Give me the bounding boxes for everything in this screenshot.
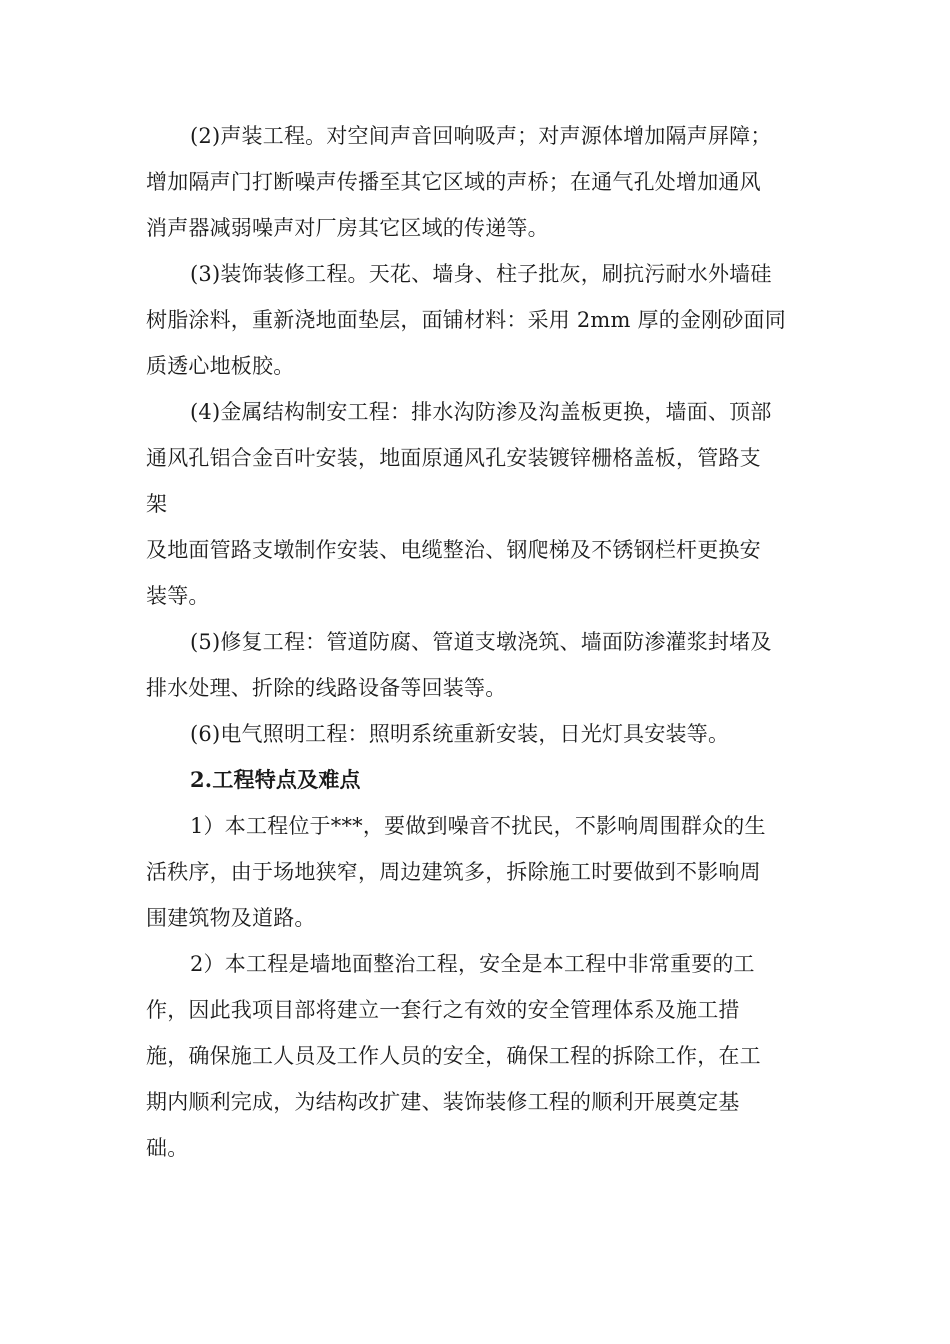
paragraph-line: 及地面管路支墩制作安装、电缆整治、钢爬梯及不锈钢栏杆更换安: [146, 538, 761, 562]
section-heading: 2.工程特点及难点: [190, 767, 361, 792]
paragraph-line: 排水处理、折除的线路设备等回装等。: [146, 676, 507, 700]
paragraph-line: 架: [146, 492, 168, 516]
paragraph-line: (5)修复工程：管道防腐、管道支墩浇筑、墙面防渗灌浆封堵及: [190, 630, 772, 654]
paragraph-line: 作，因此我项目部将建立一套行之有效的安全管理体系及施工措: [146, 998, 740, 1022]
paragraph-line: 树脂涂料，重新浇地面垫层，面铺材料：采用 2mm 厚的金刚砂面同: [146, 308, 786, 332]
paragraph-line: (6)电气照明工程：照明系统重新安装，日光灯具安装等。: [190, 722, 730, 746]
paragraph-line: 消声器减弱噪声对厂房其它区域的传递等。: [146, 216, 549, 240]
paragraph-line: 装等。: [146, 584, 210, 608]
paragraph-line: 期内顺利完成，为结构改扩建、装饰装修工程的顺利开展奠定基: [146, 1090, 740, 1114]
paragraph-line: 活秩序，由于场地狭窄，周边建筑多，拆除施工时要做到不影响周: [146, 860, 761, 884]
paragraph-line: 质透心地板胶。: [146, 354, 295, 378]
paragraph-line: 2）本工程是墙地面整治工程，安全是本工程中非常重要的工: [190, 952, 755, 976]
paragraph-line: (4)金属结构制安工程：排水沟防渗及沟盖板更换，墙面、顶部: [190, 400, 772, 424]
document-body: [146, 113, 806, 1171]
paragraph-line: 增加隔声门打断噪声传播至其它区域的声桥；在通气孔处增加通风: [146, 170, 761, 194]
paragraph-line: 础。: [146, 1136, 189, 1160]
paragraph-line: (3)装饰装修工程。天花、墙身、柱子批灰，刷抗污耐水外墙硅: [190, 262, 772, 286]
paragraph-line: 围建筑物及道路。: [146, 906, 316, 930]
paragraph-line: 1）本工程位于***，要做到噪音不扰民，不影响周围群众的生: [190, 814, 766, 838]
paragraph-line: 通风孔铝合金百叶安装，地面原通风孔安装镀锌栅格盖板，管路支: [146, 446, 761, 470]
paragraph-line: (2)声装工程。对空间声音回响吸声；对声源体增加隔声屏障；: [190, 124, 772, 148]
paragraph-line: 施，确保施工人员及工作人员的安全，确保工程的拆除工作，在工: [146, 1044, 761, 1068]
